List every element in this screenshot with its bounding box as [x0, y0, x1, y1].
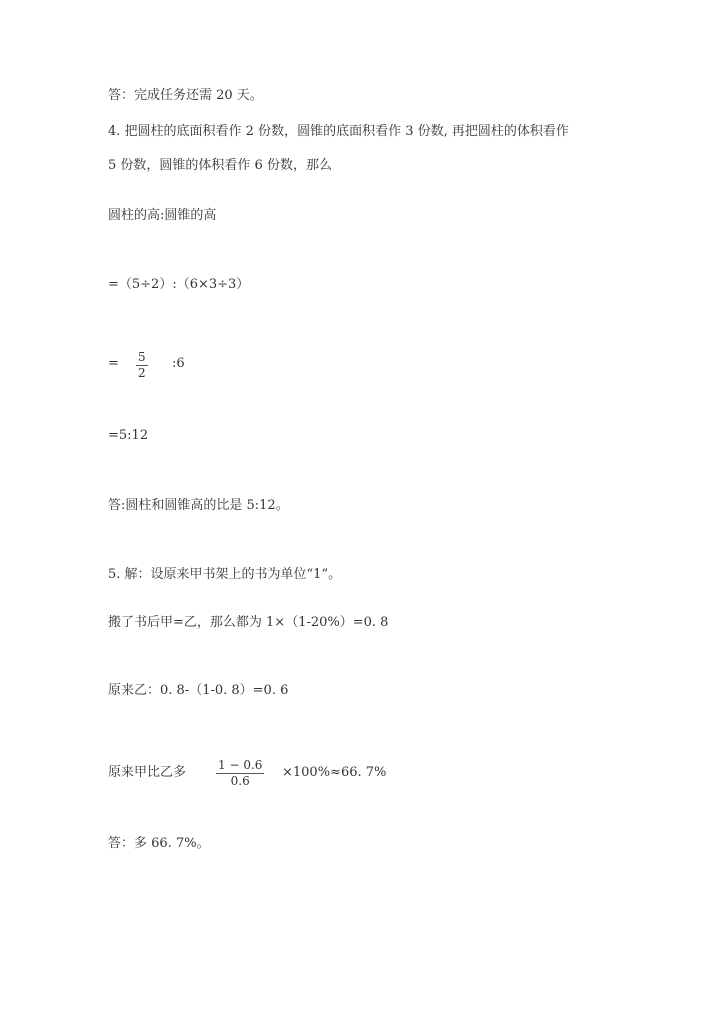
q4-ratio-label: 圆柱的高:圆锥的高: [108, 208, 217, 223]
q4-fraction: [136, 351, 148, 380]
q4-step1: =（5÷2）:（6×3÷3）: [108, 277, 250, 292]
q4-fraction-numerator: 5: [138, 350, 146, 364]
q4-fraction-denominator: 2: [138, 366, 146, 380]
q4-intro-line2: 5 份数，圆锥的体积看作 6 份数，那么: [108, 158, 332, 173]
q4-intro-line1: 4. 把圆柱的底面积看作 2 份数，圆锥的底面积看作 3 份数, 再把圆柱的体积看作: [108, 124, 569, 139]
q5-setup: 5. 解：设原来甲书架上的书为单位“1”。: [108, 567, 342, 582]
q5-fraction-numerator: 1 − 0.6: [218, 758, 263, 772]
q5-answer: 答：多 66. 7%。: [108, 836, 210, 851]
answer-q3: 答：完成任务还需 20 天。: [108, 88, 263, 103]
q5-step3-label: 原来甲比乙多: [108, 765, 187, 780]
q5-fraction: [216, 759, 264, 788]
q5-fraction-denominator: 0.6: [230, 774, 250, 788]
q5-step1: 搬了书后甲=乙，那么都为 1×（1-20%）=0. 8: [108, 615, 389, 630]
q4-step3: =5:12: [108, 428, 149, 443]
q5-step3-rest: ×100%≈66. 7%: [282, 765, 387, 780]
q5-step2: 原来乙：0. 8-（1-0. 8）=0. 6: [108, 683, 289, 698]
q4-step2-rest: :6: [172, 356, 185, 371]
q4-step2-equals: =: [108, 356, 119, 371]
q4-answer: 答:圆柱和圆锥高的比是 5:12。: [108, 498, 289, 513]
